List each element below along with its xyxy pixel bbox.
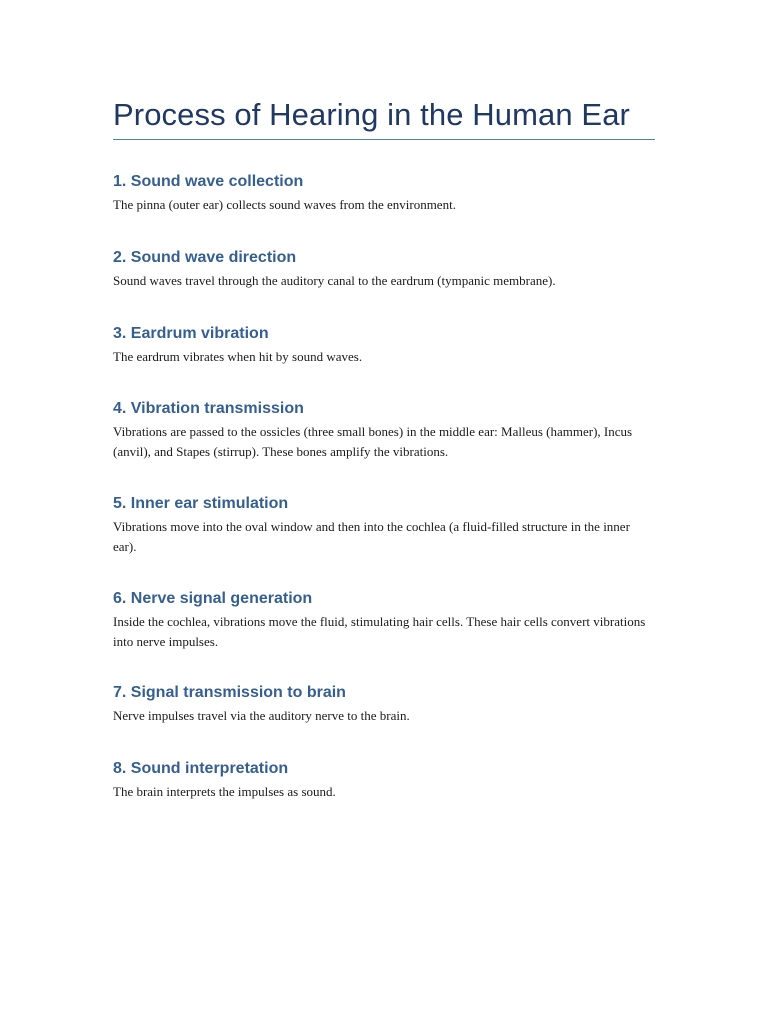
section-heading: 1. Sound wave collection xyxy=(113,173,304,190)
section-heading: 2. Sound wave direction xyxy=(113,249,297,266)
section-heading: 5. Inner ear stimulation xyxy=(113,495,289,512)
section-sound-wave-direction xyxy=(113,248,655,291)
section-body: The brain interprets the impulses as sound. xyxy=(113,784,336,799)
document-title: Process of Hearing in the Human Ear xyxy=(113,96,655,140)
section-body: Nerve impulses travel via the auditory nerve to the brain. xyxy=(113,708,410,723)
section-body: The eardrum vibrates when hit by sound waves. xyxy=(113,349,363,364)
section-signal-transmission-to-brain xyxy=(113,683,655,726)
section-nerve-signal-generation xyxy=(113,589,655,651)
section-body: Sound waves travel through the auditory canal to the eardrum (tympanic membrane). xyxy=(113,273,556,288)
section-body: Vibrations are passed to the ossicles (three small bones) in the middle ear: Malleus (hammer), Incus (anvil), and Stapes (stirrup). These bones amplify the vibrations. xyxy=(113,424,633,459)
section-eardrum-vibration xyxy=(113,324,655,367)
section-inner-ear-stimulation xyxy=(113,494,655,556)
document-page xyxy=(113,96,655,799)
section-heading: 7. Signal transmission to brain xyxy=(113,684,346,701)
section-sound-interpretation xyxy=(113,759,655,802)
section-body: Inside the cochlea, vibrations move the fluid, stimulating hair cells. These hair cells convert vibrations into nerve impulses. xyxy=(113,614,646,649)
section-body: Vibrations move into the oval window and then into the cochlea (a fluid-filled structure in the inner ear). xyxy=(113,519,630,554)
section-heading: 8. Sound interpretation xyxy=(113,760,289,777)
section-vibration-transmission xyxy=(113,399,655,461)
section-heading: 4. Vibration transmission xyxy=(113,400,304,417)
section-body: The pinna (outer ear) collects sound waves from the environment. xyxy=(113,197,456,212)
section-heading: 3. Eardrum vibration xyxy=(113,325,269,342)
section-heading: 6. Nerve signal generation xyxy=(113,590,313,607)
section-sound-wave-collection xyxy=(113,172,655,215)
